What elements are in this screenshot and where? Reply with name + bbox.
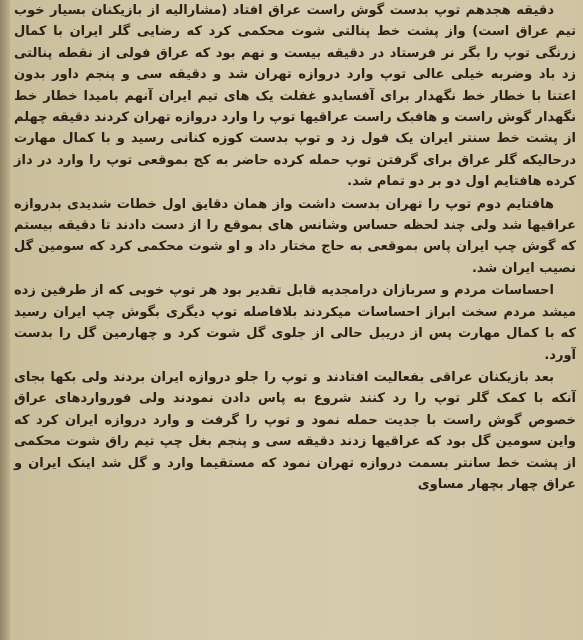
article-paragraph-1: دقیقه هجدهم توپ بدست گوش راست عراق افتاد (مشارالیه از بازیکنان بسیار خوب تیم عراق است) واز پشت خط پنالتی شوت محکمی کرد که رضایی گلر ایران با کمال زرنگی توپ را بگر نر فرستاد در دقیقه بیست و نهم بود که عراق فولی از نقطه پنالتی زد باد وضربه خیلی عالی توپ وارد دروازه تهران شد و دقیقه سی و پنجم داور بدون اعتنا با خطار خط نگهدار برای آفسایدو غفلت یک های تیم ایران آنهم بامیدا خطار خط نگهدار گوش راست و هافبک راست عراقیها توپ را وارد دروازه تهران کردند دقیقه چهلم از پشت خط سنتر ایران یک فول زد و توپ بدست کوزه کنانی رسید و با کمال مهارت درحالیکه گلر عراق برای گرفتن توپ حمله کرده حاضر به کج بموقعی توپ را وارد در داز کرده هافتایم اول دو بر دو تمام شد.: [14, 3, 576, 190]
article-paragraph-2: هافتایم دوم توپ را تهران بدست داشت واز همان دقایق اول خطات شدیدی بدروازه عراقیها شد ولی چند لحظه حساس وشانس های بموقع را از دست دادند تا دقیقه بیستم که گوش چپ ایران پاس بموقعی به حاج مختار داد و او شوت محکمی کرد که سومین گل نصیب ایران شد.: [14, 196, 576, 276]
article-paragraph-4: بعد بازیکنان عراقی بفعالیت افتادند و توپ را جلو دروازه ایران بردند ولی بکها بجای آنکه با کمک گلر توپ را رد کنند شروع به پاس دادن نمودند ولی فورواردهای عراق خصوص گوش راست با جدیت حمله نمود و توپ را گرفت و وارد دروازه ایران کرد که واین سومین گل بود که عراقیها زدند دقیقه سی و پنجم بغل چپ تیم راق شوت محکمی از پشت خط سانتر بسمت دروازه تهران نمود که مستقیما وارد و گل شد اینک ایران و عراق چهار بچهار مساوی: [14, 369, 576, 492]
page-fold-shadow: [0, 0, 10, 640]
article-column: [14, 0, 576, 495]
article-paragraph-3: احساسات مردم و سربازان درامجدیه قابل تقدیر بود هر توپ خوبی که از طرفین زده میشد مردم سخت ابراز احساسات میکردند بلافاصله توپ دیگری بگوش چپ ایران رسید که با کمال مهارت پس از دریبل حالی از جلوی گل شوت کرد و چهارمین گل را بدست آورد.: [14, 283, 576, 363]
